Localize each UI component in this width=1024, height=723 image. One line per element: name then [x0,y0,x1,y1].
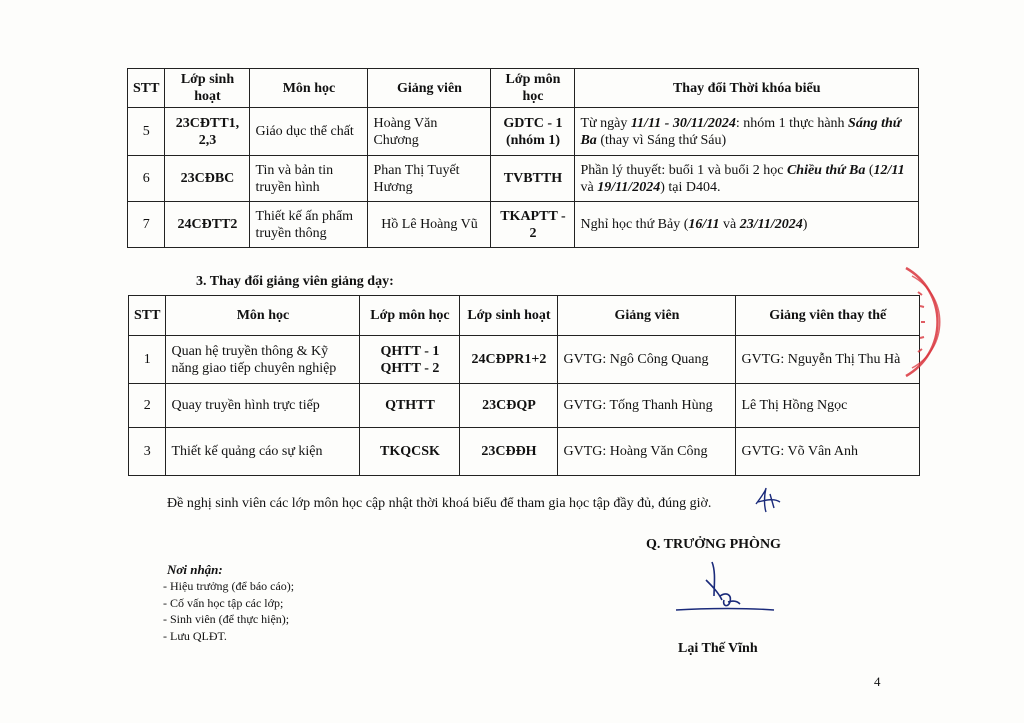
column-header: Lớp môn học [491,69,575,108]
row-replacement: GVTG: Nguyễn Thị Thu Hà [736,336,920,384]
change-text: ) tại D404. [660,179,721,195]
column-header: Giảng viên thay thế [736,296,920,336]
initials-mark [752,486,782,514]
change-text: và [580,179,598,195]
list-item: - Sinh viên (để thực hiện); [163,612,290,626]
row-course [360,384,460,428]
column-header: Thay đổi Thời khóa biểu [575,69,919,108]
change-date: 19/11/2024 [597,179,661,195]
row-course [360,428,460,476]
table-header-row [129,296,920,336]
row-course: TVBTTH [491,156,575,202]
row-lecturer: Hoàng Văn Chương [368,108,491,156]
recipients-list [163,578,294,644]
column-header: STT [128,69,165,108]
column-header: Giảng viên [558,296,736,336]
column-header: Môn học [166,296,360,336]
row-subject: Giáo dục thể chất [250,108,368,156]
row-lecturer: GVTG: Hoàng Văn Công [558,428,736,476]
signer-name: Lại Thế Vĩnh [678,641,758,656]
section-title: 3. Thay đổi giảng viên giảng dạy: [196,274,394,289]
handwritten-signature [668,556,778,616]
row-replacement: GVTG: Võ Vân Anh [736,428,920,476]
row-stt: 3 [129,428,166,476]
row-subject: Quay truyền hình trực tiếp [166,384,360,428]
change-text: Phần lý thuyết: buổi 1 và buổi 2 học [580,162,787,178]
page-number: 4 [874,674,881,689]
row-class: 23CĐTT1, 2,3 [165,108,250,156]
list-item: - Cố vấn học tập các lớp; [163,595,284,610]
table-row [128,108,919,156]
change-text: Nghỉ học thứ Bảy ( [580,217,689,232]
table-row [129,336,920,384]
column-header: Lớp sinh hoạt [165,69,250,108]
row-stt: 2 [129,384,166,428]
change-session: Chiều thứ Ba [786,162,866,178]
course-code: TKQCSK [380,444,440,459]
change-text: (thay vì Sáng thứ Sáu) [596,132,727,148]
closing-note: Đề nghị sinh viên các lớp môn học cập nhật thời khoá biểu để tham gia học tập đầy đủ, đúng giờ. [167,496,712,511]
change-text: ( [865,162,874,178]
row-stt: 7 [128,202,165,248]
change-date: 16/11 [688,217,720,232]
change-date: 23/11/2024 [739,217,803,232]
row-lecturer: GVTG: Ngô Công Quang [558,336,736,384]
lecturer-change-table [128,295,920,476]
schedule-change-table [127,68,919,248]
row-subject: Quan hệ truyền thông & Kỹ năng giao tiếp chuyên nghiệp [166,336,360,384]
row-course: TKAPTT - 2 [491,202,575,248]
row-lecturer: Hồ Lê Hoàng Vũ [368,202,491,248]
row-lecturer: GVTG: Tống Thanh Hùng [558,384,736,428]
stamp-fragment [896,262,956,382]
row-lecturer: Phan Thị Tuyết Hương [368,156,491,202]
signature-title: Q. TRƯỞNG PHÒNG [646,537,781,552]
change-text: : nhóm 1 thực hành [735,115,849,131]
column-header: Lớp sinh hoạt [460,296,558,336]
row-class: 24CĐTT2 [165,202,250,248]
column-header: Lớp môn học [360,296,460,336]
course-code: QTHTT [385,398,435,413]
table-row [128,156,919,202]
table-row [129,384,920,428]
row-class: 23CĐBC [165,156,250,202]
row-stt: 1 [129,336,166,384]
row-subject: Tin và bản tin truyền hình [250,156,368,202]
change-text: ) [802,217,808,232]
course-code: QHTT - 1 [380,343,440,359]
row-course: GDTC - 1 (nhóm 1) [491,108,575,156]
table-row [128,202,919,248]
row-stt: 5 [128,108,165,156]
row-change [575,202,919,248]
change-date: 12/11 [873,162,905,178]
change-text: và [719,217,740,232]
column-header: Giảng viên [368,69,491,108]
row-subject: Thiết kế ấn phẩm truyền thông [250,202,368,248]
row-class: 24CĐPR1+2 [460,336,558,384]
table-row [129,428,920,476]
row-course [360,336,460,384]
change-date: 11/11 - 30/11/2024 [630,115,736,131]
row-stt: 6 [128,156,165,202]
column-header: Môn học [250,69,368,108]
list-item: - Hiệu trưởng (để báo cáo); [163,579,295,593]
row-subject: Thiết kế quảng cáo sự kiện [166,428,360,476]
list-item: - Lưu QLĐT. [163,628,227,643]
row-change [575,108,919,156]
table-header-row [128,69,919,108]
course-code: QHTT - 2 [380,360,440,376]
change-text: Từ ngày [580,115,631,131]
row-replacement: Lê Thị Hồng Ngọc [736,384,920,428]
row-class: 23CĐĐH [460,428,558,476]
row-class: 23CĐQP [460,384,558,428]
column-header: STT [129,296,166,336]
change-session: Sáng thứ Ba [580,115,902,148]
row-change [575,156,919,202]
recipients-title: Nơi nhận: [167,562,223,577]
